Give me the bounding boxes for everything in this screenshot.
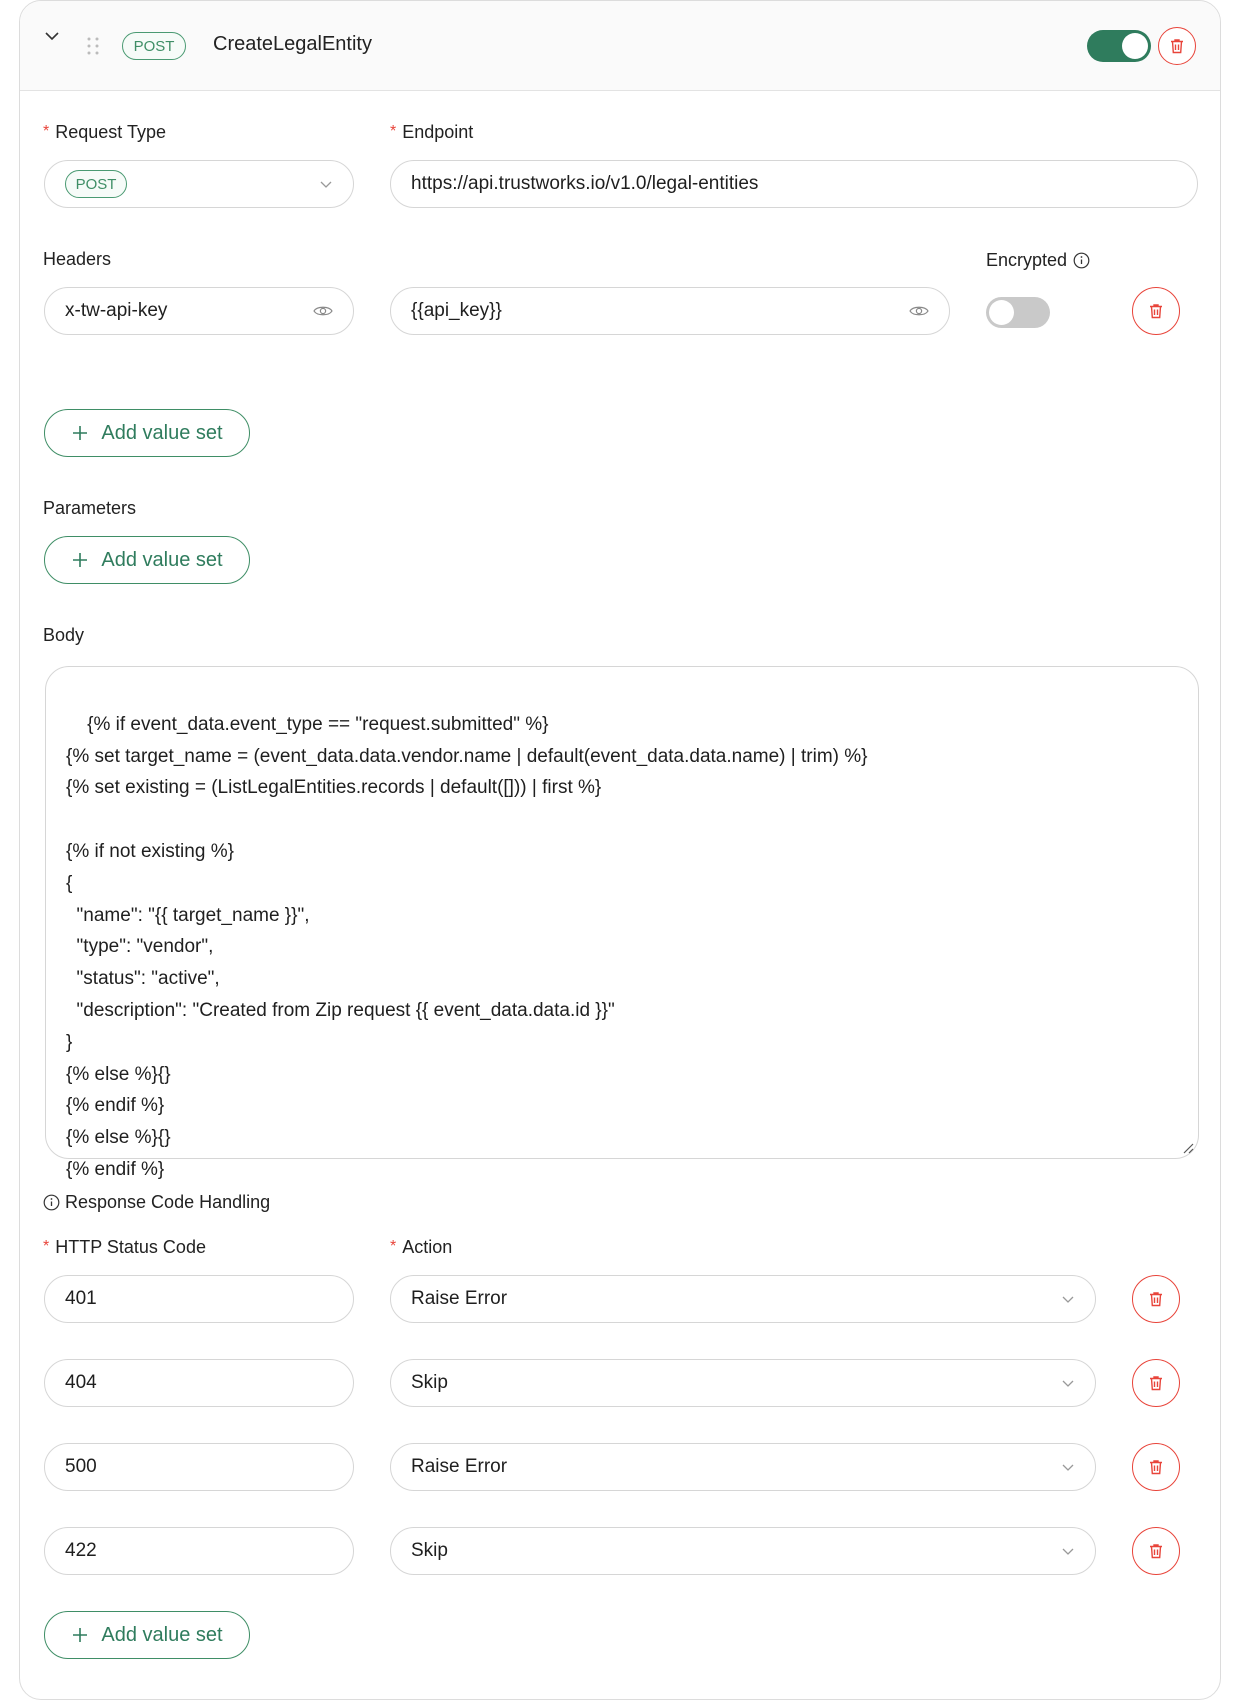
- delete-row-button[interactable]: [1132, 1527, 1180, 1575]
- chevron-down-icon: [1061, 1376, 1075, 1390]
- parameters-label: Parameters: [43, 498, 137, 518]
- plus-icon: [71, 1626, 89, 1644]
- action-label: * Action: [390, 1237, 453, 1257]
- endpoint-input[interactable]: https://api.trustworks.io/v1.0/legal-entities: [390, 160, 1198, 208]
- delete-row-button[interactable]: [1132, 1275, 1180, 1323]
- headers-label: Headers: [43, 249, 112, 269]
- action-select[interactable]: Skip: [390, 1527, 1096, 1575]
- trash-icon: [1147, 1290, 1165, 1308]
- action-select[interactable]: Raise Error: [390, 1275, 1096, 1323]
- card-header: [20, 1, 1220, 91]
- action-select[interactable]: Skip: [390, 1359, 1096, 1407]
- delete-row-button[interactable]: [1132, 1359, 1180, 1407]
- resize-handle-icon[interactable]: [1180, 1140, 1194, 1154]
- encrypted-label: Encrypted: [986, 250, 1090, 271]
- eye-icon[interactable]: [909, 304, 929, 318]
- chevron-down-icon: [1061, 1460, 1075, 1474]
- request-title: CreateLegalEntity: [213, 33, 372, 55]
- header-key-input[interactable]: x-tw-api-key: [44, 287, 354, 335]
- request-type-label: * Request Type: [43, 122, 166, 142]
- response-handling-label: Response Code Handling: [43, 1192, 270, 1213]
- chevron-down-icon: [1061, 1292, 1075, 1306]
- plus-icon: [71, 551, 89, 569]
- header-value-input[interactable]: {{api_key}}: [390, 287, 950, 335]
- chevron-down-icon: [1061, 1544, 1075, 1558]
- add-header-button[interactable]: Add value set: [44, 409, 250, 457]
- method-badge: POST: [122, 32, 186, 60]
- status-code-input[interactable]: 500: [44, 1443, 354, 1491]
- add-parameter-button[interactable]: Add value set: [44, 536, 250, 584]
- chevron-down-icon: [319, 177, 333, 191]
- trash-icon: [1147, 1542, 1165, 1560]
- status-code-input[interactable]: 401: [44, 1275, 354, 1323]
- trash-icon: [1147, 1374, 1165, 1392]
- chevron-down-icon[interactable]: [43, 27, 61, 45]
- info-icon: [1073, 252, 1090, 269]
- info-icon: [43, 1194, 60, 1211]
- status-code-label: * HTTP Status Code: [43, 1237, 206, 1257]
- add-response-code-button[interactable]: Add value set: [44, 1611, 250, 1659]
- body-label: Body: [43, 625, 85, 645]
- drag-handle-icon[interactable]: [86, 36, 100, 56]
- plus-icon: [71, 424, 89, 442]
- eye-icon[interactable]: [313, 304, 333, 318]
- request-card: [19, 0, 1221, 1700]
- status-code-input[interactable]: 422: [44, 1527, 354, 1575]
- delete-row-button[interactable]: [1132, 1443, 1180, 1491]
- trash-icon: [1147, 302, 1165, 320]
- enable-toggle[interactable]: [1087, 30, 1151, 62]
- encrypted-toggle[interactable]: [986, 297, 1050, 328]
- action-select[interactable]: Raise Error: [390, 1443, 1096, 1491]
- request-type-select[interactable]: [44, 160, 354, 208]
- body-textarea[interactable]: {% if event_data.event_type == "request.submitted" %} {% set target_name = (event_data.data.vendor.name | default(event_data.data.name) | trim) %} {% set existing = (ListLegalEntities.records | default([])) | first %} {% if not existing %} { "name": "{{ target_name }}", "type": "vendor", "status": "active", "description": "Created from Zip request {{ event_data.data.id }}" } {% else %}{} {% endif %} {% else %}{} {% endif %}: [45, 666, 1199, 1159]
- method-select-badge: POST: [65, 170, 127, 198]
- delete-header-button[interactable]: [1132, 287, 1180, 335]
- endpoint-label: * Endpoint: [390, 122, 474, 142]
- status-code-input[interactable]: 404: [44, 1359, 354, 1407]
- delete-request-button[interactable]: [1158, 27, 1196, 65]
- trash-icon: [1147, 1458, 1165, 1476]
- trash-icon: [1168, 37, 1186, 55]
